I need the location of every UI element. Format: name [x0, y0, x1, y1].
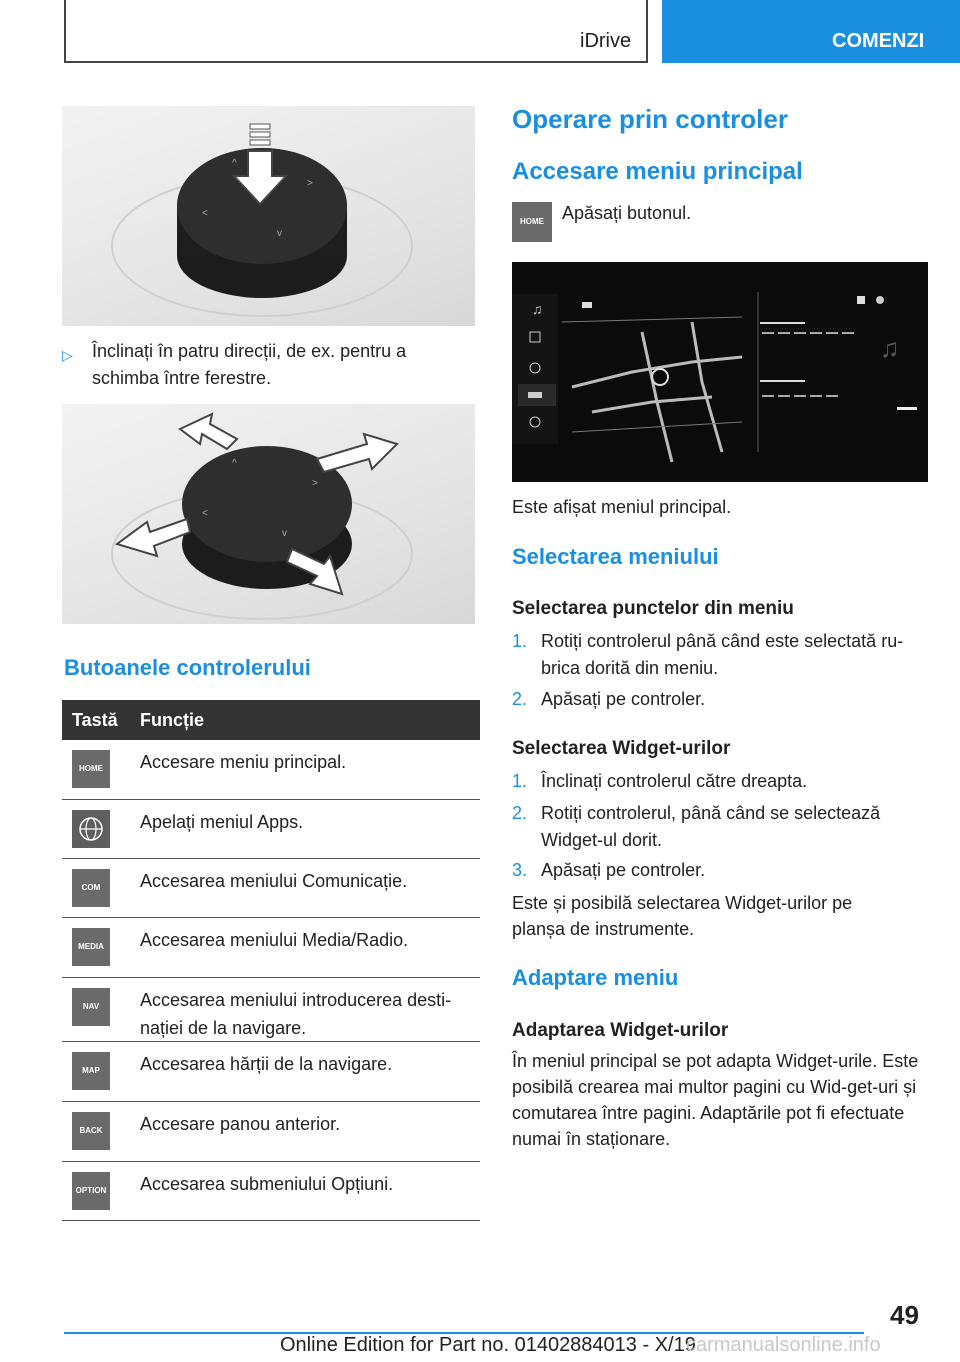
home-key-icon: HOME	[72, 750, 110, 788]
table-row	[62, 1102, 480, 1162]
adapt-subheading: Adaptarea Widget-urilor	[512, 1020, 729, 1041]
widgets-subheading: Selectarea Widget-urilor	[512, 738, 731, 759]
com-key-icon: COM	[72, 869, 110, 907]
table-row	[62, 859, 480, 918]
svg-text:v: v	[282, 528, 287, 539]
controller-press-photo	[62, 106, 475, 326]
step-text: Apăsați pe controler.	[541, 689, 706, 709]
step-number: 2.	[512, 803, 528, 823]
row-text: Apelați meniul Apps.	[140, 812, 304, 832]
table-header	[62, 700, 480, 740]
step-number: 1.	[512, 631, 528, 651]
list-item	[512, 800, 932, 856]
step-number: 2.	[512, 689, 528, 709]
triangle-bullet-icon: ▷	[62, 347, 73, 363]
row-text: Accesare meniu principal.	[140, 752, 347, 772]
media-key-icon: MEDIA	[72, 928, 110, 966]
list-item	[512, 628, 932, 684]
svg-text:>: >	[307, 178, 313, 189]
list-item	[512, 768, 932, 796]
svg-text:^: ^	[232, 158, 237, 169]
page-title: Operare prin controler	[512, 104, 788, 134]
back-key-icon: BACK	[72, 1112, 110, 1150]
row-text: Accesarea meniului introducerea desti-nației de la navigare.	[140, 990, 452, 1038]
select-heading: Selectarea meniului	[512, 544, 719, 569]
svg-text:>: >	[312, 478, 318, 489]
home-key-icon: HOME	[512, 202, 552, 242]
header-frame	[64, 0, 648, 63]
tilt-bullet	[62, 338, 472, 392]
step-text: Rotiți controlerul până când este selectată ru-brica dorită din meniu.	[541, 631, 904, 678]
list-item	[512, 686, 932, 714]
section-title: iDrive	[580, 30, 632, 52]
tilt-bullet-text: Înclinați în patru direcții, de ex. pentru a schimba între ferestre.	[92, 341, 407, 388]
svg-text:<: <	[202, 508, 208, 519]
col-key: Tastă	[72, 710, 118, 730]
table-row	[62, 1162, 480, 1221]
svg-text:♫: ♫	[532, 301, 543, 317]
row-text: Accesare panou anterior.	[140, 1114, 341, 1134]
edition-text: Online Edition for Part no. 01402884013 - X/19	[280, 1334, 696, 1356]
row-text: Accesarea hărții de la navigare.	[140, 1054, 393, 1074]
step-text: Apăsați pe controler.	[541, 860, 706, 880]
points-subheading: Selectarea punctelor din meniu	[512, 598, 794, 619]
access-heading: Accesare meniu principal	[512, 158, 803, 185]
option-key-icon: OPTION	[72, 1172, 110, 1210]
step-text: Înclinați controlerul către dreapta.	[541, 771, 808, 791]
buttons-heading: Butoanele controlerului	[64, 655, 311, 680]
chapter-tab-label: COMENZI	[832, 30, 925, 52]
svg-text:♫: ♫	[880, 333, 900, 363]
table-row	[62, 918, 480, 978]
displayed-text: Este afișat meniul principal.	[512, 497, 732, 517]
row-text: Accesarea meniului Media/Radio.	[140, 930, 409, 950]
list-item	[512, 857, 932, 885]
chapter-tab	[662, 0, 960, 63]
table-row	[62, 1042, 480, 1102]
table-row	[62, 740, 480, 800]
step-number: 1.	[512, 771, 528, 791]
table-row	[62, 978, 480, 1042]
page-number: 49	[890, 1300, 919, 1330]
svg-text:v: v	[277, 228, 282, 239]
row-text: Accesarea submeniului Opțiuni.	[140, 1174, 394, 1194]
main-menu-screen	[512, 262, 928, 482]
svg-text:<: <	[202, 208, 208, 219]
step-number: 3.	[512, 860, 528, 880]
svg-text:^: ^	[232, 458, 237, 469]
adapt-text: În meniul principal se pot adapta Widget-urile. Este posibilă crearea mai multor pagini cu Wid-get-uri și comutarea între pagini. Adaptările pot fi efectuate numai în staționare.	[512, 1051, 919, 1149]
table-row	[62, 800, 480, 859]
controller-tilt-photo	[62, 404, 475, 624]
map-key-icon: MAP	[72, 1052, 110, 1090]
press-button-text: Apăsați butonul.	[562, 203, 692, 223]
row-text: Accesarea meniului Comunicație.	[140, 871, 408, 891]
watermark: carmanualsonline.info	[686, 1334, 881, 1356]
nav-key-icon: NAV	[72, 988, 110, 1026]
widget-note: Este și posibilă selectarea Widget-urilor pe planșa de instrumente.	[512, 893, 853, 939]
col-function: Funcție	[140, 710, 205, 730]
step-text: Rotiți controlerul, până când se selectează Widget-ul dorit.	[541, 803, 881, 850]
adapt-heading: Adaptare meniu	[512, 965, 679, 990]
apps-globe-icon	[72, 810, 110, 848]
